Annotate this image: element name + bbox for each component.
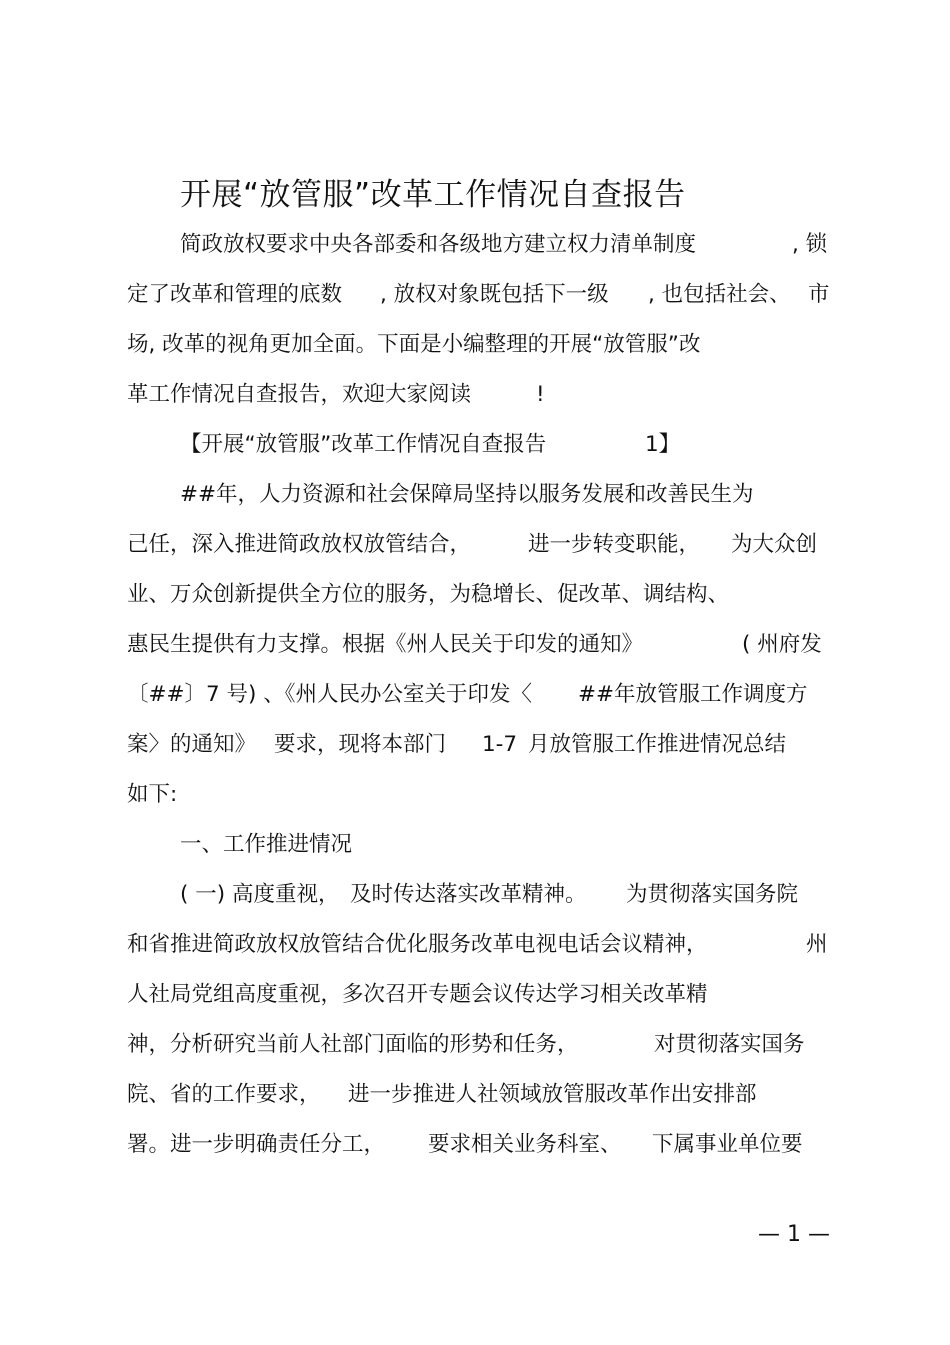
text-segment: 1-7 xyxy=(482,732,518,757)
text-segment: 进一步推进人社领域放管服改革作出安排部 xyxy=(348,1082,757,1107)
text-segment: 己任，深入推进简政放权放管结合， xyxy=(127,532,472,557)
document-title: 开展“放管服”改革工作情况自查报告 xyxy=(180,177,686,213)
page-number: — 1 — xyxy=(758,1222,830,1247)
text-segment: ##年，人力资源和社会保障局坚持以服务发展和改善民生为 xyxy=(180,482,754,507)
text-segment: ! xyxy=(536,382,545,407)
text-segment: ( 一) 高度重视， xyxy=(180,882,340,907)
text-segment: 对贯彻落实国务 xyxy=(654,1032,805,1057)
text-segment: 神，分析研究当前人社部门面临的形势和任务， xyxy=(127,1032,579,1057)
text-segment: ( 州府发 xyxy=(742,632,822,657)
text-segment: 要求，现将本部门 xyxy=(274,732,447,757)
text-segment: 案〉的通知》 xyxy=(127,732,257,757)
text-segment: 州 xyxy=(806,932,828,957)
section-heading: 【开展“放管服”改革工作情况自查报告 xyxy=(180,432,547,457)
text-line xyxy=(180,230,696,260)
text-segment: 场, 改革的视角更加全面。下面是小编整理的开展“放管服”改 xyxy=(127,332,701,357)
text-segment: 下属事业单位要 xyxy=(652,1132,803,1157)
text-segment: 人社局党组高度重视，多次召开专题会议传达学习相关改革精 xyxy=(127,982,708,1007)
text-segment: ##年放管服工作调度方 xyxy=(578,682,808,707)
text-segment: 为贯彻落实国务院 xyxy=(626,882,799,907)
text-segment: 业、万众创新提供全方位的服务，为稳增长、促改革、调结构、 xyxy=(127,582,730,607)
text-segment: 定了改革和管理的底数 xyxy=(127,282,343,307)
text-segment: 1】 xyxy=(645,432,681,457)
text-segment: 月放管服工作推进情况总结 xyxy=(528,732,787,757)
text-segment: 如下: xyxy=(127,782,178,807)
text-segment: 院、省的工作要求， xyxy=(127,1082,321,1107)
text-segment: 简政放权要求中央各部委和各级地方建立权力清单制度 xyxy=(180,232,697,257)
text-segment: 署。进一步明确责任分工， xyxy=(127,1132,386,1157)
text-segment: 〔##〕7 号) 、《州人民办公室关于印发〈 xyxy=(127,682,533,707)
section-heading: 一、工作推进情况 xyxy=(180,832,353,857)
text-segment: , 放权对象既包括下一级 xyxy=(380,282,609,307)
text-segment: 为大众创 xyxy=(731,532,818,557)
text-segment: 及时传达落实改革精神。 xyxy=(350,882,587,907)
text-segment: 革工作情况自查报告，欢迎大家阅读 xyxy=(127,382,472,407)
text-segment: , 也包括社会、 xyxy=(648,282,791,307)
text-segment: 市 xyxy=(808,282,830,307)
text-segment: , 锁 xyxy=(792,232,828,257)
text-segment: 惠民生提供有力支撑。根据《州人民关于印发的通知》 xyxy=(127,632,644,657)
text-segment: 要求相关业务科室、 xyxy=(428,1132,622,1157)
text-segment: 进一步转变职能， xyxy=(528,532,701,557)
text-segment: 和省推进简政放权放管结合优化服务改革电视电话会议精神， xyxy=(127,932,708,957)
